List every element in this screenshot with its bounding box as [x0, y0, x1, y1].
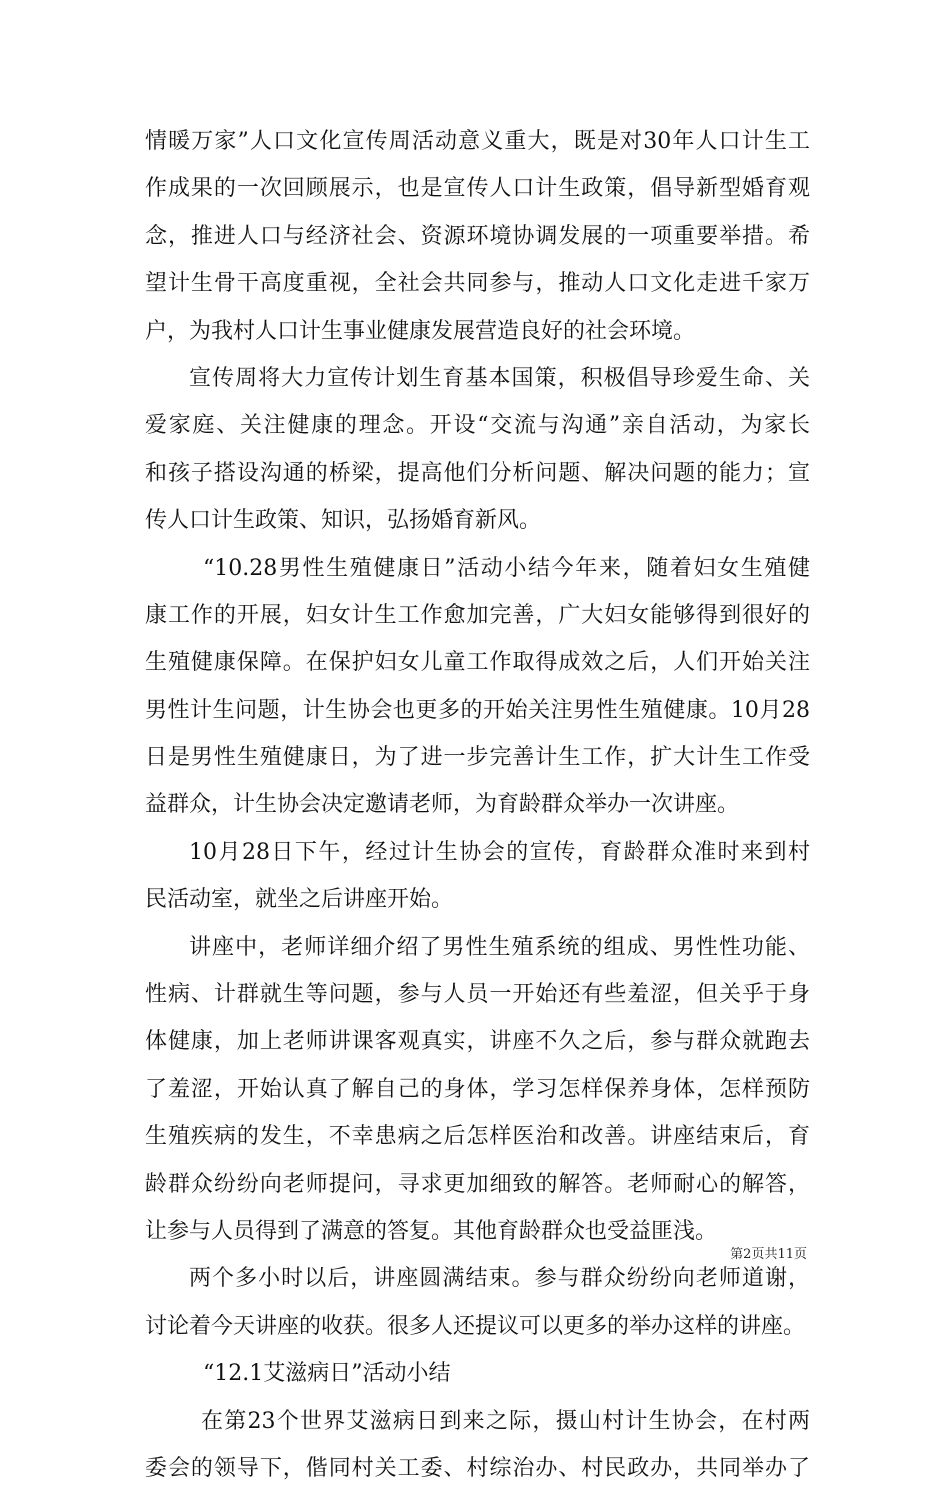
text-line: 讨论着今天讲座的收获。很多人还提议可以更多的举办这样的讲座。: [145, 1313, 806, 1339]
text-line: 爱家庭、关注健康的理念。开设“交流与沟通”亲自活动，为家长: [145, 413, 810, 439]
text-line: 情暖万家”人口文化宣传周活动意义重大，既是对30年人口计生工: [145, 129, 810, 154]
text-line: 体健康，加上老师讲课客观真实，讲座不久之后，参与群众就跑去: [145, 1029, 810, 1055]
text-line: 念，推进人口与经济社会、资源环境协调发展的一项重要举措。希: [145, 223, 810, 249]
text-line: 让参与人员得到了满意的答复。其他育龄群众也受益匪浅。: [145, 1218, 718, 1244]
paragraph-start-line: 两个多小时以后，讲座圆满结束。参与群众纷纷向老师道谢，: [189, 1266, 810, 1292]
paragraph-start-line: 宣传周将大力宣传计划生育基本国策，积极倡导珍爱生命、关: [189, 365, 810, 391]
text-line: 民活动室，就坐之后讲座开始。: [145, 887, 454, 913]
text-line: 委会的领导下，偕同村关工委、村综治办、村民政办，共同举办了: [145, 1455, 810, 1481]
text-line: 了羞涩，开始认真了解自己的身体，学习怎样保养身体，怎样预防: [145, 1076, 810, 1102]
paragraph-start-line: 10月28日下午，经过计生协会的宣传，育龄群众准时来到村: [189, 839, 810, 865]
text-line: 和孩子搭设沟通的桥梁，提高他们分析问题、解决问题的能力；宣: [145, 460, 810, 486]
text-line: 康工作的开展，妇女计生工作愈加完善，广大妇女能够得到很好的: [145, 602, 810, 628]
text-line: 作成果的一次回顾展示，也是宣传人口计生政策，倡导新型婚育观: [145, 176, 810, 202]
page-number: 第2页共11页: [730, 1247, 807, 1262]
text-line: 望计生骨干高度重视，全社会共同参与，推动人口文化走进千家万: [145, 271, 810, 297]
text-line: 生殖健康保障。在保护妇女儿童工作取得成效之后，人们开始关注: [145, 650, 810, 676]
text-line: 龄群众纷纷向老师提问，寻求更加细致的解答。老师耐心的解答，: [145, 1171, 810, 1197]
text-line: 性病、计群就生等问题，参与人员一开始还有些羞涩，但关乎于身: [145, 982, 810, 1008]
paragraph-start-line: 在第23个世界艾滋病日到来之际，摄山村计生协会，在村两: [201, 1408, 810, 1434]
text-line: 男性计生问题，计生协会也更多的开始关注男性生殖健康。10月28: [145, 697, 810, 723]
text-line: 日是男性生殖健康日，为了进一步完善计生工作，扩大计生工作受: [145, 745, 810, 771]
text-line: 户，为我村人口计生事业健康发展营造良好的社会环境。: [145, 318, 696, 344]
text-line: 益群众，计生协会决定邀请老师，为育龄群众举办一次讲座。: [145, 792, 740, 818]
text-line: 传人口计生政策、知识，弘扬婚育新风。: [145, 508, 542, 534]
document-body: [145, 118, 810, 1492]
text-line: 生殖疾病的发生，不幸患病之后怎样医治和改善。讲座结束后，育: [145, 1124, 810, 1150]
section-heading-line: “10.28男性生殖健康日”活动小结今年来，随着妇女生殖健: [203, 555, 810, 581]
paragraph-start-line: 讲座中，老师详细介绍了男性生殖系统的组成、男性性功能、: [189, 934, 810, 960]
section-heading-line: “12.1艾滋病日”活动小结: [203, 1361, 451, 1387]
